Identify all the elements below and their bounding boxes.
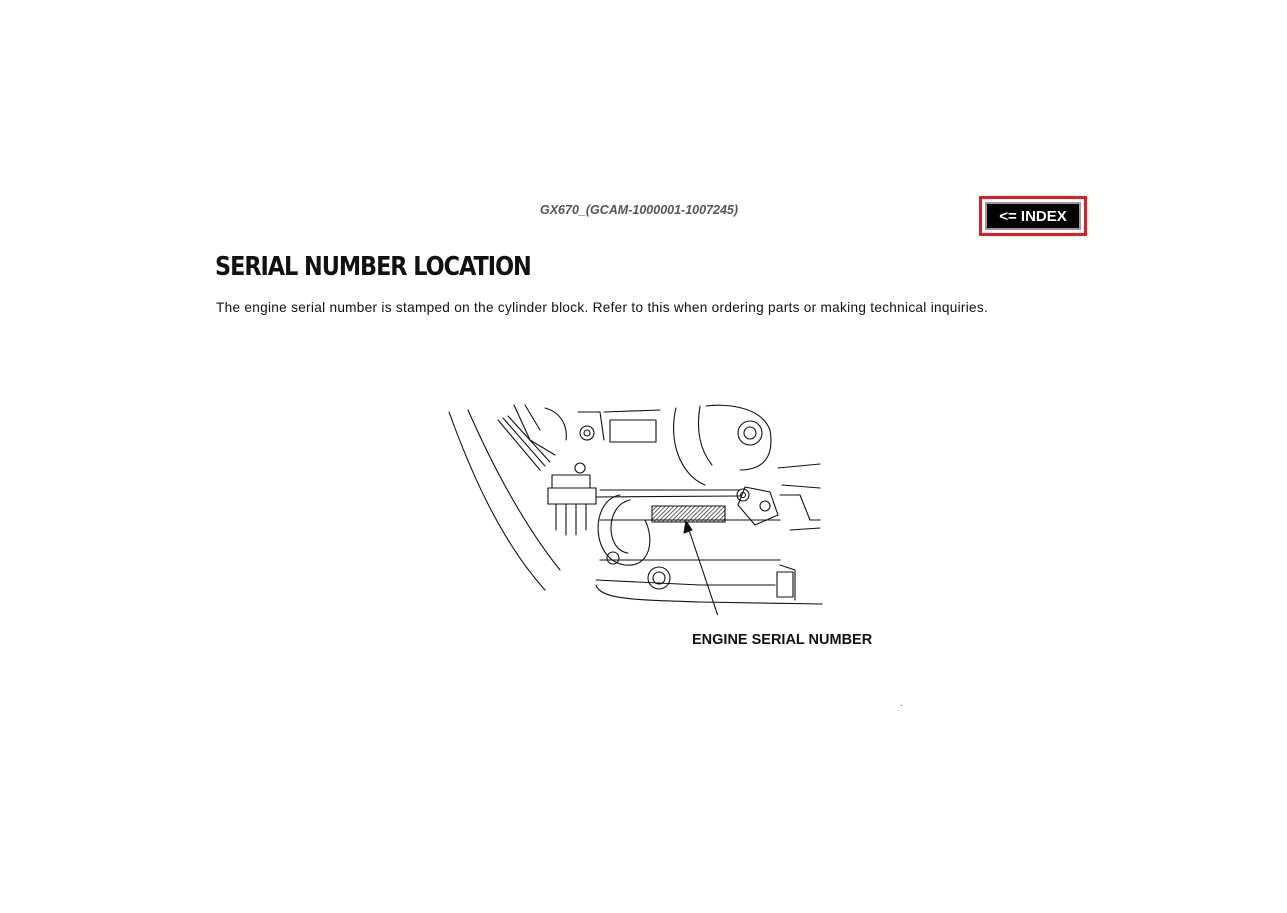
serial-number-callout: ENGINE SERIAL NUMBER [692,632,873,648]
index-button-label[interactable]: <= INDEX [985,202,1081,230]
page-speck [901,705,902,706]
body-paragraph: The engine serial number is stamped on the cylinder block. Refer to this when ordering parts or making technical inquiries. [216,300,989,315]
model-code-header: GX670_(GCAM-1000001-1007245) [540,203,739,217]
page-title: SERIAL NUMBER LOCATION [215,252,531,282]
index-button[interactable] [979,196,1087,236]
engine-diagram [445,400,825,615]
